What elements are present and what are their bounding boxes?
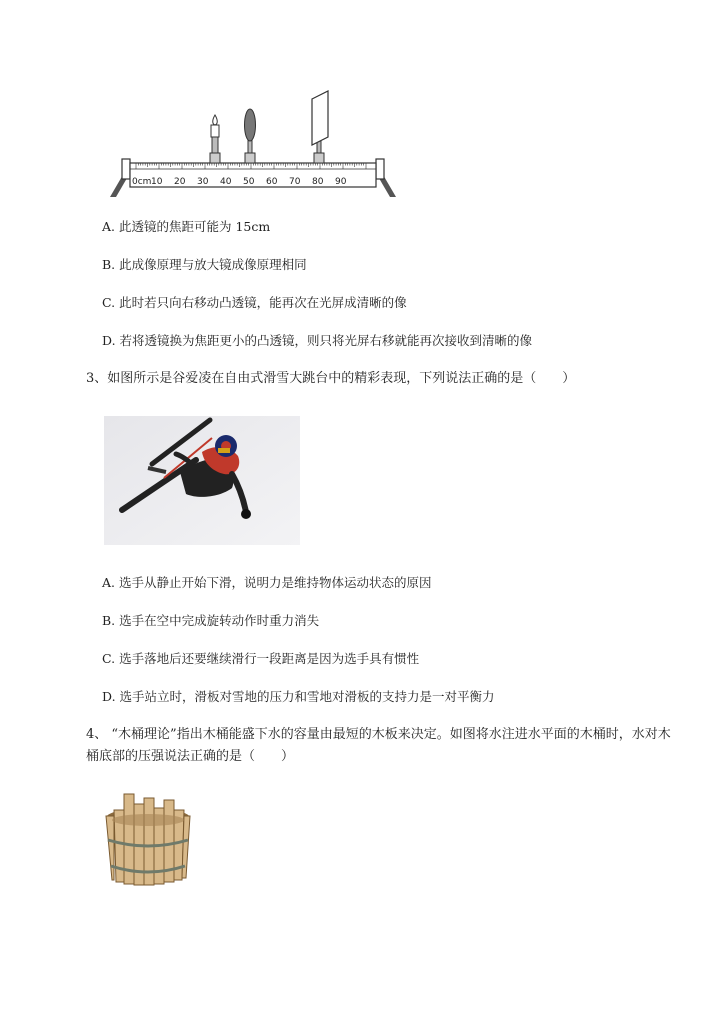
q3-option-b: B. 选手在空中完成旋转动作时重力消失 — [102, 613, 320, 628]
q2-option-d: D. 若将透镜换为焦距更小的凸透镜，则只将光屏右移就能再次接收到清晰的像 — [102, 333, 533, 348]
scale-label-60: 60 — [266, 177, 278, 187]
q3-stem: 3、如图所示是谷爱凌在自由式滑雪大跳台中的精彩表现，下列说法正确的是（ ） — [86, 371, 576, 386]
q3-option-c: C. 选手落地后还要继续滑行一段距离是因为选手具有惯性 — [102, 651, 420, 666]
scale-label-0: 0cm — [132, 177, 152, 187]
scale-label-30: 30 — [197, 177, 209, 187]
candle-icon — [210, 115, 220, 163]
q3-option-a: A. 选手从静止开始下滑，说明力是维持物体运动状态的原因 — [102, 575, 432, 590]
scale-label-40: 40 — [220, 177, 232, 187]
scale-label-10: 10 — [151, 177, 163, 187]
bench-left-post — [122, 159, 130, 179]
scale-label-70: 70 — [289, 177, 301, 187]
scale-label-20: 20 — [174, 177, 186, 187]
scale-label-80: 80 — [312, 177, 324, 187]
q2-option-b: B. 此成像原理与放大镜成像原理相同 — [102, 257, 307, 272]
skier-photo — [104, 416, 300, 545]
convex-lens-icon — [245, 109, 256, 163]
q2-option-a: A. 此透镜的焦距可能为 15cm — [102, 219, 271, 234]
light-screen-icon — [312, 91, 328, 163]
q3-option-d: D. 选手站立时，滑板对雪地的压力和雪地对滑板的支持力是一对平衡力 — [102, 689, 495, 704]
scale-label-50: 50 — [243, 177, 255, 187]
wooden-bucket-icon — [102, 790, 194, 886]
bench-right-post — [376, 159, 384, 179]
q4-stem: 4、 “木桶理论”指出木桶能盛下水的容量由最短的木板来决定。如图将水注进水平面的木桶时，水对木桶底部的压强说法正确的是（ ） — [86, 727, 671, 764]
scale-label-90: 90 — [335, 177, 347, 187]
q2-option-c: C. 此时若只向右移动凸透镜，能再次在光屏成清晰的像 — [102, 295, 407, 310]
optical-bench-figure — [108, 85, 400, 201]
